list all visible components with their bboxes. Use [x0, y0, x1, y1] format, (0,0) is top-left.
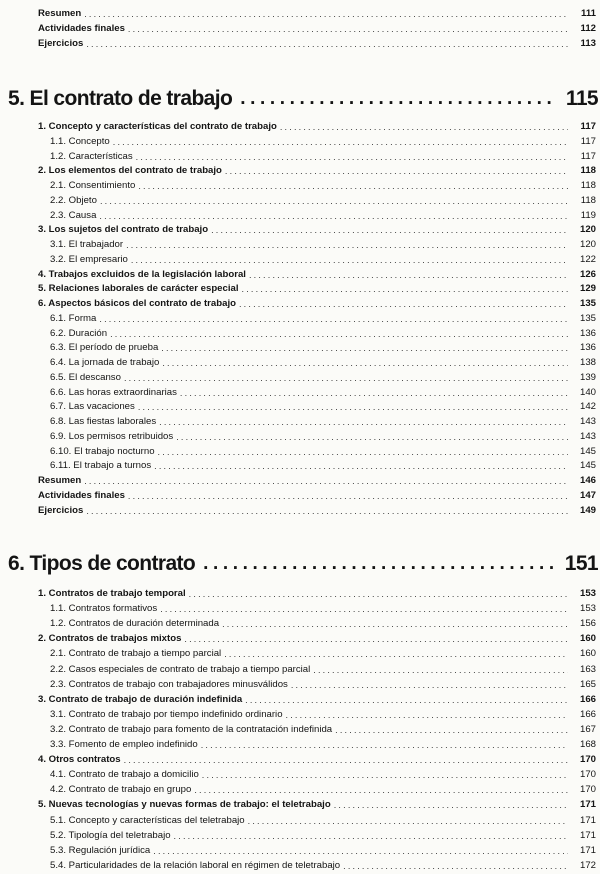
dot-leader	[280, 121, 568, 133]
toc-entry	[50, 429, 596, 443]
dot-leader	[249, 269, 568, 281]
toc-entry	[50, 355, 596, 369]
dot-leader	[184, 633, 568, 645]
dot-leader	[291, 679, 568, 691]
dot-leader	[162, 357, 568, 369]
entry-page: 153	[579, 603, 596, 615]
entry-label: 2.1. Contrato de trabajo a tiempo parcial	[50, 648, 222, 660]
toc-entry	[50, 601, 596, 615]
toc-entry	[38, 222, 596, 236]
entry-label: 6.1. Forma	[50, 312, 97, 324]
dot-leader	[153, 845, 568, 857]
dot-leader	[245, 694, 568, 706]
entry-page: 146	[579, 475, 596, 486]
entry-page: 145	[579, 460, 596, 472]
entry-page: 170	[579, 769, 596, 781]
entry-label: 4.1. Contrato de trabajo a domicilio	[50, 769, 199, 781]
toc-entry	[50, 843, 596, 857]
entry-label: 4. Trabajos excluidos de la legislación laboral	[38, 268, 246, 280]
entry-label: 2.3. Contratos de trabajo con trabajadores minusválidos	[50, 678, 288, 690]
entry-label: 1.2. Características	[50, 150, 133, 162]
entry-page: 165	[579, 678, 596, 690]
toc-entry	[38, 586, 596, 600]
entry-page: 167	[579, 723, 596, 735]
entry-page: 170	[579, 754, 596, 766]
entry-label: 2.2. Objeto	[50, 194, 97, 206]
dot-leader	[99, 210, 568, 222]
entry-label: 3.3. Fomento de empleo indefinido	[50, 739, 198, 750]
entry-page: 147	[579, 489, 596, 501]
entry-page: 117	[580, 135, 596, 147]
entry-label: 6.5. El descanso	[50, 371, 121, 383]
entry-label: 4. Otros contratos	[38, 754, 121, 766]
dot-leader	[286, 709, 568, 721]
entry-label: Resumen	[38, 8, 82, 19]
dot-leader	[203, 551, 556, 577]
dot-leader	[84, 475, 568, 487]
entry-label: 2.2. Casos especiales de contrato de trabajo a tiempo parcial	[50, 663, 311, 675]
toc-entry	[50, 370, 596, 384]
entry-label: 1. Contratos de trabajo temporal	[38, 588, 186, 599]
toc-entry	[50, 858, 596, 872]
chapter-title: 6. Tipos de contrato	[8, 552, 196, 575]
entry-label: 6.2. Duración	[50, 327, 108, 339]
dot-leader	[180, 387, 568, 399]
dot-leader	[110, 328, 568, 340]
toc-entry	[50, 707, 596, 721]
entry-label: 3.1. El trabajador	[50, 239, 124, 250]
dot-leader	[161, 342, 568, 354]
entry-page: 143	[579, 416, 596, 427]
entry-label: 3.2. Contrato de trabajo para fomento de la contratación indefinida	[50, 723, 333, 735]
entry-label: Ejercicios	[38, 38, 84, 49]
entry-label: 4.2. Contrato de trabajo en grupo	[50, 784, 192, 796]
entry-label: 2.3. Causa	[50, 209, 97, 221]
dot-leader	[128, 490, 568, 502]
entry-label: 5.1. Concepto y características del teletrabajo	[50, 814, 245, 826]
entry-page: 171	[579, 814, 596, 826]
entry-label: 5. Nuevas tecnologías y nuevas formas de trabajo: el teletrabajo	[38, 799, 331, 811]
dot-leader	[86, 505, 568, 517]
entry-label: 5.3. Regulación jurídica	[50, 844, 151, 856]
entry-page: 112	[580, 23, 596, 34]
entry-label: Resumen	[38, 475, 82, 486]
toc-entry	[50, 616, 596, 630]
toc-entry	[38, 296, 596, 310]
toc-entry	[50, 237, 596, 251]
entry-page: 118	[580, 180, 596, 191]
toc-entry	[50, 252, 596, 266]
toc-entry	[50, 385, 596, 399]
entry-page: 118	[580, 194, 596, 206]
entry-label: 3.1. Contrato de trabajo por tiempo indefinido ordinario	[50, 708, 283, 720]
toc-entry	[38, 692, 596, 706]
entry-label: 6.10. El trabajo nocturno	[50, 445, 155, 457]
entry-page: 160	[579, 633, 596, 645]
entry-page: 135	[579, 312, 596, 324]
toc-entry-resumen	[38, 6, 596, 20]
dot-leader	[138, 401, 568, 413]
entry-page: 171	[579, 799, 596, 811]
toc-entry	[38, 503, 596, 517]
chapter-page: 115	[565, 87, 598, 110]
entry-label: 2. Los elementos del contrato de trabajo	[38, 165, 222, 177]
entry-page: 156	[579, 618, 596, 630]
entry-page: 136	[579, 342, 596, 354]
toc-entry	[38, 752, 596, 766]
toc-entry	[38, 267, 596, 281]
entry-page: 111	[581, 8, 596, 19]
entry-page: 163	[579, 663, 596, 675]
entry-page: 171	[579, 829, 596, 841]
dot-leader	[189, 588, 568, 600]
dot-leader	[343, 860, 568, 872]
toc-entry	[50, 767, 596, 781]
entry-page: 113	[580, 38, 596, 49]
entry-page: 129	[579, 283, 596, 295]
entry-page: 166	[579, 708, 596, 720]
entry-label: 5.2. Tipología del teletrabajo	[50, 829, 171, 841]
entry-page: 160	[579, 648, 596, 660]
entry-page: 142	[579, 401, 596, 413]
chapter-heading-5	[8, 82, 598, 112]
dot-leader	[99, 313, 568, 325]
toc-entry	[50, 311, 596, 325]
toc-entry-actividades-finales	[38, 21, 596, 35]
toc-entry	[50, 178, 596, 192]
dot-leader	[160, 603, 568, 615]
entry-page: 120	[579, 224, 596, 236]
dot-leader	[126, 239, 568, 251]
entry-label: 3. Contrato de trabajo de duración indefinida	[38, 693, 243, 705]
entry-label: 6.7. Las vacaciones	[50, 401, 135, 413]
dot-leader	[202, 769, 568, 781]
toc-entry	[50, 662, 596, 676]
entry-page: 166	[579, 693, 596, 705]
dot-leader	[158, 446, 568, 458]
entry-page: 172	[579, 859, 596, 871]
entry-label: 1. Concepto y características del contrato de trabajo	[38, 121, 277, 132]
entry-label: 6.3. El período de prueba	[50, 342, 159, 354]
dot-leader	[113, 136, 568, 148]
toc-entry	[50, 458, 596, 472]
toc-entry	[38, 119, 596, 133]
entry-page: 145	[579, 445, 596, 457]
entry-page: 117	[580, 150, 596, 162]
dot-leader	[335, 724, 568, 736]
toc-entry	[50, 399, 596, 413]
entry-page: 149	[579, 504, 596, 516]
entry-label: 6.9. Los permisos retribuidos	[50, 430, 174, 442]
dot-leader	[239, 298, 568, 310]
entry-page: 119	[580, 209, 596, 221]
entry-label: 6.11. El trabajo a turnos	[50, 460, 152, 472]
dot-leader	[194, 784, 568, 796]
entry-page: 139	[579, 371, 596, 383]
toc-entry	[50, 737, 596, 751]
entry-label: 3.2. El empresario	[50, 253, 128, 265]
entry-page: 140	[579, 386, 596, 398]
entry-page: 135	[579, 298, 596, 309]
chapter-page: 151	[564, 552, 598, 575]
chapter-title: 5. El contrato de trabajo	[8, 87, 233, 110]
entry-label: 6.6. Las horas extraordinarias	[50, 386, 177, 398]
toc-entry	[50, 134, 596, 148]
entry-page: 117	[580, 121, 596, 132]
toc-entry	[50, 782, 596, 796]
dot-leader	[131, 254, 568, 266]
entry-page: 168	[579, 739, 596, 750]
toc-entry	[50, 208, 596, 222]
entry-label: 6.4. La jornada de trabajo	[50, 357, 160, 368]
toc-entry	[50, 193, 596, 207]
toc-entry	[50, 326, 596, 340]
dot-leader	[313, 664, 568, 676]
dot-leader	[154, 460, 568, 472]
toc-entry	[50, 677, 596, 691]
entry-page: 170	[579, 784, 596, 796]
toc-entry	[50, 813, 596, 827]
entry-label: 5. Relaciones laborales de carácter especial	[38, 283, 239, 295]
toc-entry	[50, 444, 596, 458]
chapter-heading-6	[8, 547, 598, 577]
dot-leader	[224, 648, 568, 660]
dot-leader	[225, 165, 568, 177]
dot-leader	[159, 416, 568, 428]
toc-entry	[38, 797, 596, 811]
dot-leader	[248, 815, 568, 827]
toc-entry	[50, 340, 596, 354]
entry-page: 136	[579, 327, 596, 339]
dot-leader	[84, 8, 568, 20]
entry-page: 122	[579, 253, 596, 265]
entry-label: 1.1. Contratos formativos	[50, 603, 158, 615]
entry-label: Actividades finales	[38, 23, 125, 34]
dot-leader	[124, 372, 568, 384]
toc-entry	[38, 631, 596, 645]
dot-leader	[100, 195, 568, 207]
toc-entry	[38, 163, 596, 177]
entry-page: 143	[579, 430, 596, 442]
dot-leader	[240, 86, 556, 112]
dot-leader	[222, 618, 568, 630]
toc-entry	[50, 414, 596, 428]
entry-page: 153	[579, 588, 596, 599]
entry-label: 6.8. Las fiestas laborales	[50, 416, 157, 427]
entry-label: Ejercicios	[38, 504, 84, 516]
dot-leader	[174, 830, 568, 842]
toc-entry	[50, 722, 596, 736]
dot-leader	[334, 799, 568, 811]
entry-label: 5.4. Particularidades de la relación laboral en régimen de teletrabajo	[50, 859, 341, 871]
entry-label: 1.1. Concepto	[50, 135, 110, 147]
entry-label: 6. Aspectos básicos del contrato de trabajo	[38, 298, 236, 309]
dot-leader	[124, 754, 568, 766]
dot-leader	[138, 180, 568, 192]
dot-leader	[211, 224, 568, 236]
entry-page: 120	[579, 239, 596, 250]
dot-leader	[242, 283, 568, 295]
toc-entry	[38, 488, 596, 502]
dot-leader	[128, 23, 568, 35]
toc-entry	[38, 281, 596, 295]
dot-leader	[136, 151, 568, 163]
dot-leader	[86, 38, 568, 50]
entry-label: 1.2. Contratos de duración determinada	[50, 618, 220, 630]
toc-entry-ejercicios	[38, 36, 596, 50]
dot-leader	[176, 431, 568, 443]
entry-label: 3. Los sujetos del contrato de trabajo	[38, 224, 209, 236]
toc-entry	[50, 828, 596, 842]
toc-entry	[50, 149, 596, 163]
toc-entry	[38, 473, 596, 487]
entry-page: 118	[580, 165, 596, 177]
entry-label: 2. Contratos de trabajos mixtos	[38, 633, 182, 645]
entry-label: 2.1. Consentimiento	[50, 180, 136, 191]
entry-page: 138	[579, 357, 596, 368]
entry-page: 171	[579, 844, 596, 856]
dot-leader	[201, 739, 568, 751]
entry-page: 126	[579, 268, 596, 280]
entry-label: Actividades finales	[38, 489, 125, 501]
toc-entry	[50, 646, 596, 660]
